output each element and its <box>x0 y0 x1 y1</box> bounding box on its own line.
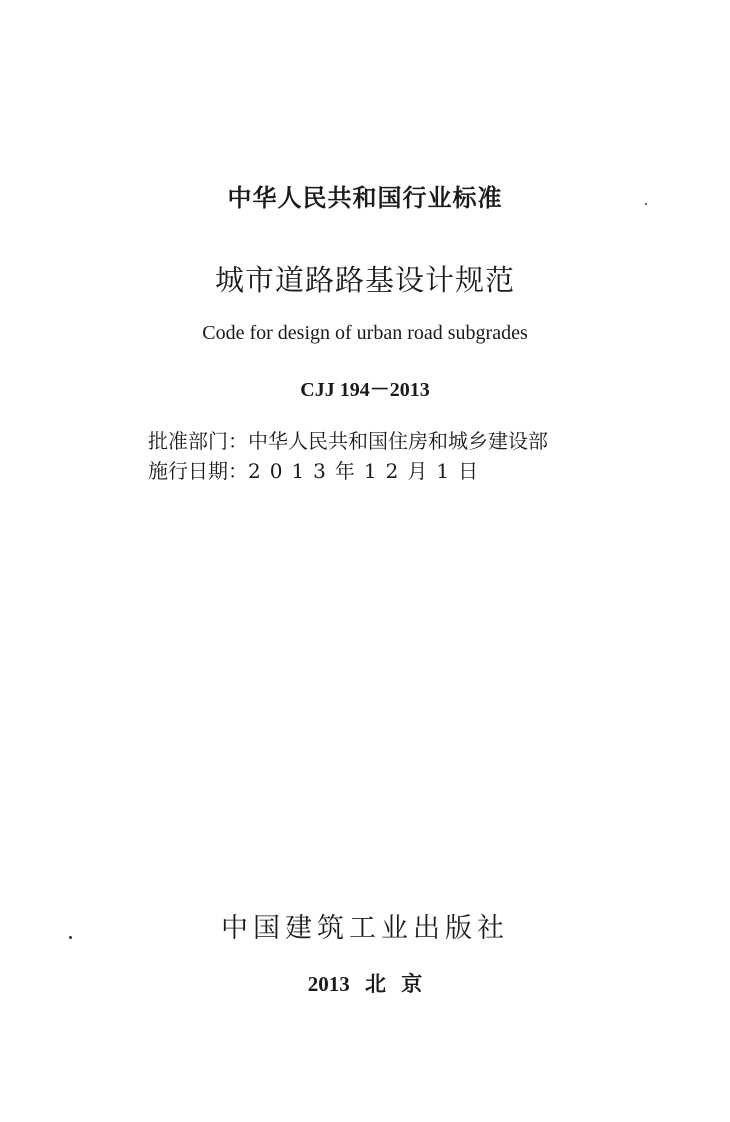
approval-department-row <box>148 427 548 455</box>
title-chinese: 城市道路路基设计规范 <box>214 263 515 297</box>
scan-speck <box>645 203 647 205</box>
effective-date-row <box>148 457 487 485</box>
title-english: Code for design of urban road subgrades <box>202 322 528 344</box>
approval-department-label: 批准部门： <box>148 429 248 453</box>
publication-year-city: 2013 北 京 <box>307 972 423 996</box>
standard-code: CJJ 194－2013 <box>300 379 430 401</box>
effective-date-label: 施行日期： <box>148 459 248 483</box>
effective-date-value: 2013年12月1日 <box>248 459 488 483</box>
standard-category: 中华人民共和国行业标准 <box>227 184 503 212</box>
approval-department-value: 中华人民共和国住房和城乡建设部 <box>248 429 548 453</box>
scan-speck <box>69 936 72 939</box>
publisher-name: 中国建筑工业出版社 <box>221 913 509 944</box>
